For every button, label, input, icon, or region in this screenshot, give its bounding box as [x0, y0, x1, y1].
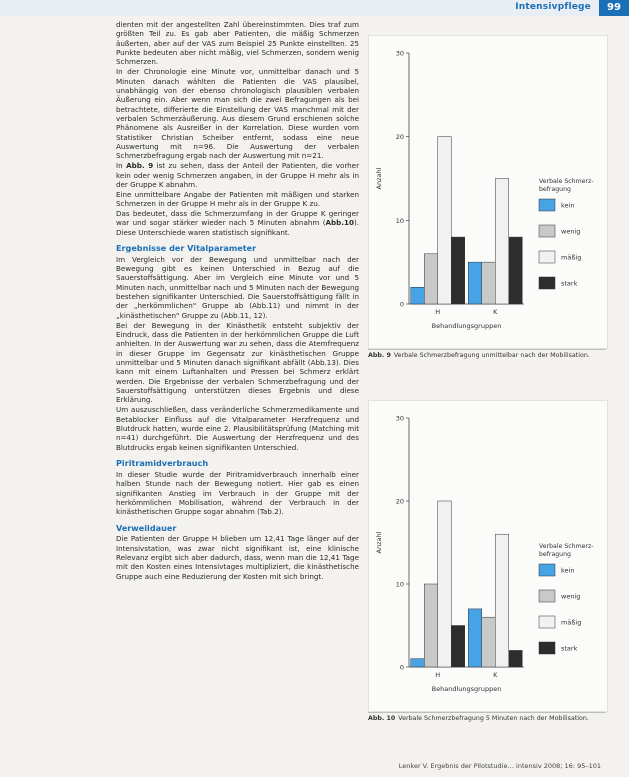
paragraph: Die Patienten der Gruppe H blieben um 12,41 Tage länger auf der Intensivstation, was zwar nicht signifikant ist, eine klinische Relevanz ergibt sich aber dadurch, dass, wenn man die 12,41 Tage mit den Kosten eines Intensivtages multipliziert, die kinästhetische Gruppe auch eine Reduzierung der Kosten mit sich bringt. — [116, 534, 359, 581]
figure-reference: Abb.10 — [325, 218, 354, 228]
legend-label: mäßig — [561, 253, 582, 262]
figure-10 — [368, 400, 608, 712]
bar — [468, 609, 482, 667]
legend-swatch — [539, 642, 555, 654]
bar — [438, 137, 452, 304]
bar — [411, 287, 425, 304]
body-text — [116, 20, 359, 582]
page-number: 99 — [599, 0, 629, 16]
caption-text: Verbale Schmerzbefragung unmittelbar nach der Mobilisation. — [393, 352, 590, 359]
bar — [451, 626, 465, 668]
paragraph: In der Chronologie eine Minute vor, unmittelbar danach und 5 Minuten danach wählten die Patienten die VAS plausibel, unabhängig von der ebenso chronologisch plausiblen verbalen Äußerung ein. Aber wenn man sich die zwei Befragungen als bei betrachtete, differierte die Einstellung der VAS manchmal mit der verbalen Schmerzäußerung. Aus diesem Grund erschienen solche Phänomene als Ausreißer in der Korrelation. Diese wurden vom Statistiker Christian Scheiber entfernt, sodass eine neue Auswertung mit n=96. Die Auswertung der verbalen Schmerzbefragung ergab nach der Auswertung mit n=21. — [116, 67, 359, 161]
y-axis-label: Anzahl — [375, 167, 383, 190]
legend-label: kein — [561, 201, 575, 210]
x-tick-label: H — [435, 308, 441, 316]
bar-chart-abb-10 — [369, 401, 607, 711]
bar-chart-abb-9 — [369, 36, 607, 348]
caption-label: Abb. 10 — [368, 715, 396, 722]
bar — [482, 617, 496, 667]
bar — [482, 262, 496, 304]
legend-swatch — [539, 616, 555, 628]
y-tick-label: 10 — [395, 216, 404, 225]
y-tick-label: 30 — [395, 49, 404, 58]
section-heading: Ergebnisse der Vitalparameter — [116, 242, 257, 253]
figure-caption — [368, 349, 606, 360]
y-tick-label: 0 — [399, 300, 404, 309]
x-tick-label: H — [435, 671, 441, 679]
section-heading: Piritramidverbrauch — [116, 457, 209, 468]
legend-title: Verbale Schmerz-befragung — [539, 178, 594, 193]
legend-label: wenig — [561, 227, 581, 236]
legend-swatch — [539, 225, 555, 237]
paragraph: In dieser Studie wurde der Piritramidverbrauch innerhalb einer halben Stunde nach der Bewegung notiert. Hier gab es einen signifikanten Anstieg im Verbrauch in der Gruppe mit der herkömmlichen Mobilisation, während der Verbrauch in der kinästhetischen Gruppe sogar abnahm (Tab.2). — [116, 469, 359, 517]
legend-swatch — [539, 251, 555, 263]
x-axis-label: Behandlungsgruppen — [431, 322, 502, 330]
x-tick-label: K — [493, 671, 498, 679]
y-tick-label: 10 — [395, 580, 404, 589]
bar — [424, 584, 438, 667]
figure-reference: Abb. 9 — [126, 161, 154, 171]
paragraph: Eine unmittelbare Angabe der Patienten mit mäßigen und starken Schmerzen in der Gruppe H mehr als in der Gruppe K zu. — [116, 189, 359, 209]
y-tick-label: 30 — [395, 414, 404, 423]
legend-label: stark — [561, 644, 578, 653]
bar — [468, 262, 482, 304]
footer-citation: Lenker V. Ergebnis der Pilotstudie… intensiv 2008; 16: 95–101 — [398, 762, 601, 770]
legend-label: mäßig — [561, 618, 582, 627]
bar — [495, 179, 509, 305]
legend-label: kein — [561, 566, 575, 575]
x-tick-label: K — [493, 308, 498, 316]
legend-swatch — [539, 277, 555, 289]
y-axis-label: Anzahl — [375, 531, 383, 554]
legend-swatch — [539, 590, 555, 602]
legend-label: wenig — [561, 592, 581, 601]
x-axis-label: Behandlungsgruppen — [431, 685, 502, 693]
bar — [411, 659, 425, 667]
legend-title: Verbale Schmerz-befragung — [539, 543, 594, 558]
caption-text: Verbale Schmerzbefragung 5 Minuten nach der Mobilisation. — [398, 715, 589, 722]
y-tick-label: 20 — [395, 497, 404, 506]
caption-label: Abb. 9 — [368, 352, 391, 359]
paragraph: In Abb. 9 ist zu sehen, dass der Anteil der Patienten, die vorher kein oder wenig Schmerzen angaben, in der Gruppe H mehr als in der Gruppe K abnahm. — [116, 161, 360, 189]
paragraph: Bei der Bewegung in der Kinästhetik entsteht subjektiv der Eindruck, dass die Patienten in der herkömmlichen Gruppe die Luft anhielten. In der Auswertung war zu sehen, dass die Atemfrequenz in dieser Gruppe im Gegensatz zur kinästhetischen Gruppe unmittelbar und 5 Minuten danach signifikant abfällt (Abb.13). Dies kann mit einem Luftanhalten und Pressen bei Schmerz erklärt werden. Die Ergebnisse der verbalen Schmerzbefragung und der Sauerstoffsättigung unterstützen dieses Ergebnis und diese Erklärung. — [116, 320, 359, 405]
bar — [424, 254, 438, 304]
y-tick-label: 20 — [395, 133, 404, 142]
figure-9 — [368, 35, 608, 349]
section-title: Intensivpflege — [515, 2, 591, 12]
legend-label: stark — [561, 279, 578, 288]
legend-swatch — [539, 564, 555, 576]
paragraph: dienten mit der angestellten Zahl übereinstimmten. Dies traf zum größten Teil zu. Es gab aber Patienten, die mäßig Schmerzen äußerten, aber auf der VAS zum Beispiel 25 Punkte einstellten. 25 Punkte bedeuten aber nicht mäßig, viel Schmerzen, sondern wenig Schmerzen. — [116, 20, 359, 67]
section-heading: Verweildauer — [116, 522, 177, 533]
y-tick-label: 0 — [399, 663, 404, 672]
paragraph: Um auszuschließen, dass veränderliche Schmerzmedikamente und Betablocker Einfluss auf die Vitalparameter Herzfrequenz und Blutdruck hatten, wurde eine 2. Plausibilitätsprüfung (Matching mit n=41) durchgeführt. Die Auswertung der Herzfrequenz und des Blutdrucks ergab keinen signifikanten Unterschied. — [116, 405, 359, 452]
paragraph: Das bedeutet, dass die Schmerzumfang in der Gruppe K geringer war und sogar stärker wieder nach 5 Minuten abnahm (Abb.10). Diese Unterschiede waren statistisch signifikant. — [116, 208, 359, 237]
figure-caption — [368, 712, 606, 723]
bar — [438, 501, 452, 667]
bar — [451, 237, 465, 304]
paragraph: Im Vergleich vor der Bewegung und unmittelbar nach der Bewegung gibt es keinen Unterschied in Bezug auf die Sauerstoffsättigung. Aber im Vergleich eine Minute vor und 5 Minuten nach, unmittelbar nach und 5 Minuten nach der Bewegung bestehen signifikanter Unterschied. Die Sauerstoffsättigung fällt in der „herkömmlichen" Gruppe ab (Abb.11) und nimmt in der „kinästhetischen" Gruppe zu (Abb.11, 12). — [116, 254, 359, 320]
legend-swatch — [539, 199, 555, 211]
bar — [495, 534, 509, 667]
bar — [509, 237, 523, 304]
bar — [509, 650, 523, 667]
